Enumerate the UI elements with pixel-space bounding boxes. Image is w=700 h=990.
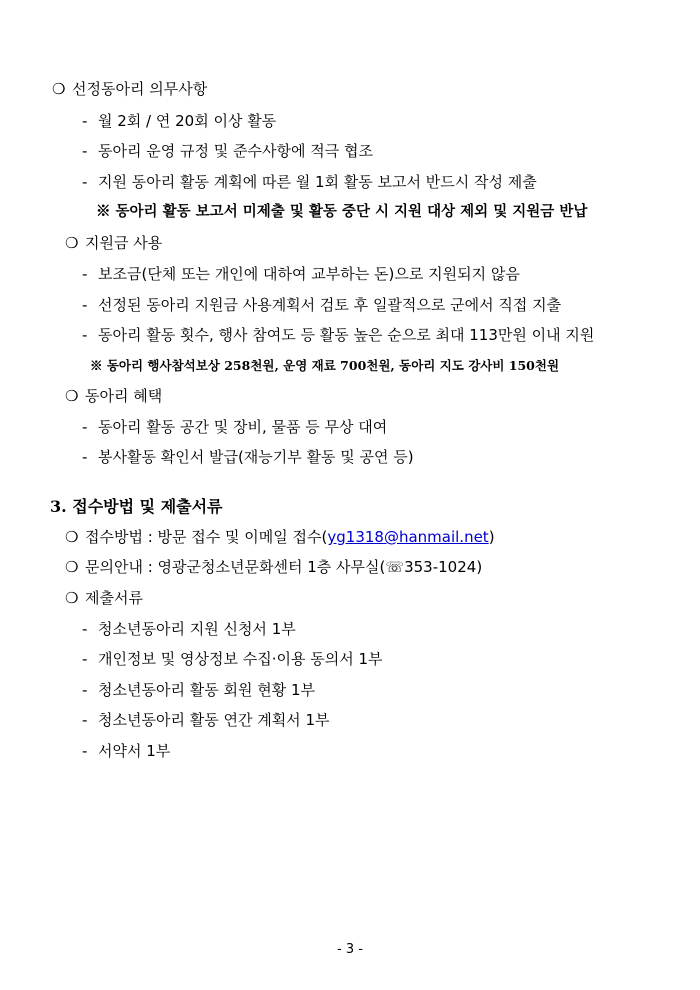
doc-item-text: 청소년동아리 활동 연간 계획서 1부 — [98, 711, 330, 729]
duties-item — [82, 172, 537, 192]
benefits-title: 동아리 혜택 — [85, 387, 163, 405]
dash-marker: - — [82, 326, 88, 344]
circle-bullet-icon: ❍ — [52, 80, 66, 98]
circle-bullet-icon: ❍ — [65, 558, 79, 576]
dash-marker: - — [82, 173, 88, 191]
duties-note: ※ 동아리 활동 보고서 미제출 및 활동 중단 시 지원 대상 제외 및 지원금 반납 — [96, 203, 588, 220]
doc-item-text: 서약서 1부 — [98, 742, 171, 760]
page-number: - 3 - — [337, 942, 363, 957]
dash-marker: - — [82, 448, 88, 466]
benefits-title-row — [65, 386, 162, 406]
method-suffix: ) — [488, 528, 495, 546]
section-heading: 3. 접수방법 및 제출서류 — [50, 497, 223, 516]
funding-item-text: 동아리 활동 횟수, 행사 참여도 등 활동 높은 순으로 최대 113만원 이내 지원 — [98, 326, 595, 344]
benefits-item-text: 동아리 활동 공간 및 장비, 물품 등 무상 대여 — [98, 418, 388, 436]
benefits-item-text: 봉사활동 확인서 발급(재능기부 활동 및 공연 등) — [98, 448, 414, 466]
doc-item — [82, 680, 315, 700]
circle-bullet-icon: ❍ — [65, 528, 79, 546]
funding-title: 지원금 사용 — [85, 234, 163, 252]
funding-item — [82, 325, 594, 345]
docs-title-row — [65, 588, 143, 608]
dash-marker: - — [82, 620, 88, 638]
method-row — [65, 527, 495, 547]
funding-item — [82, 264, 520, 284]
email-link[interactable]: yg1318@hanmail.net — [327, 528, 489, 546]
dash-marker: - — [82, 112, 88, 130]
funding-note: ※ 동아리 행사참석보상 258천원, 운영 재료 700천원, 동아리 지도 강사비 150천원 — [90, 358, 560, 373]
duties-title: 선정동아리 의무사항 — [72, 80, 208, 98]
dash-marker: - — [82, 418, 88, 436]
duties-item — [82, 141, 373, 161]
benefits-item — [82, 447, 414, 467]
doc-item — [82, 710, 329, 730]
doc-item — [82, 741, 170, 761]
benefits-item — [82, 417, 387, 437]
doc-item — [82, 649, 382, 669]
duties-item-text: 월 2회 / 연 20회 이상 활동 — [98, 112, 277, 130]
docs-title: 제출서류 — [85, 589, 143, 607]
doc-item-text: 개인정보 및 영상정보 수집·이용 동의서 1부 — [98, 650, 383, 668]
circle-bullet-icon: ❍ — [65, 387, 79, 405]
duties-item-text: 지원 동아리 활동 계획에 따른 월 1회 활동 보고서 반드시 작성 제출 — [98, 173, 537, 191]
funding-item-text: 선정된 동아리 지원금 사용계획서 검토 후 일괄적으로 군에서 직접 지출 — [98, 296, 562, 314]
duties-title-row — [52, 79, 207, 99]
funding-item — [82, 295, 561, 315]
circle-bullet-icon: ❍ — [65, 589, 79, 607]
funding-title-row — [65, 233, 162, 253]
doc-item — [82, 619, 296, 639]
doc-item-text: 청소년동아리 지원 신청서 1부 — [98, 620, 296, 638]
duties-item-text: 동아리 운영 규정 및 준수사항에 적극 협조 — [98, 142, 373, 160]
dash-marker: - — [82, 650, 88, 668]
inquiry-text: 문의안내 : 영광군청소년문화센터 1층 사무실(☏353-1024) — [85, 558, 483, 576]
doc-item-text: 청소년동아리 활동 회원 현황 1부 — [98, 681, 315, 699]
circle-bullet-icon: ❍ — [65, 234, 79, 252]
inquiry-row — [65, 557, 482, 577]
dash-marker: - — [82, 711, 88, 729]
dash-marker: - — [82, 142, 88, 160]
dash-marker: - — [82, 681, 88, 699]
dash-marker: - — [82, 265, 88, 283]
duties-item — [82, 111, 276, 131]
method-text: 접수방법 : 방문 접수 및 이메일 접수( — [85, 528, 328, 546]
funding-item-text: 보조금(단체 또는 개인에 대하여 교부하는 돈)으로 지원되지 않음 — [98, 265, 520, 283]
dash-marker: - — [82, 296, 88, 314]
dash-marker: - — [82, 742, 88, 760]
